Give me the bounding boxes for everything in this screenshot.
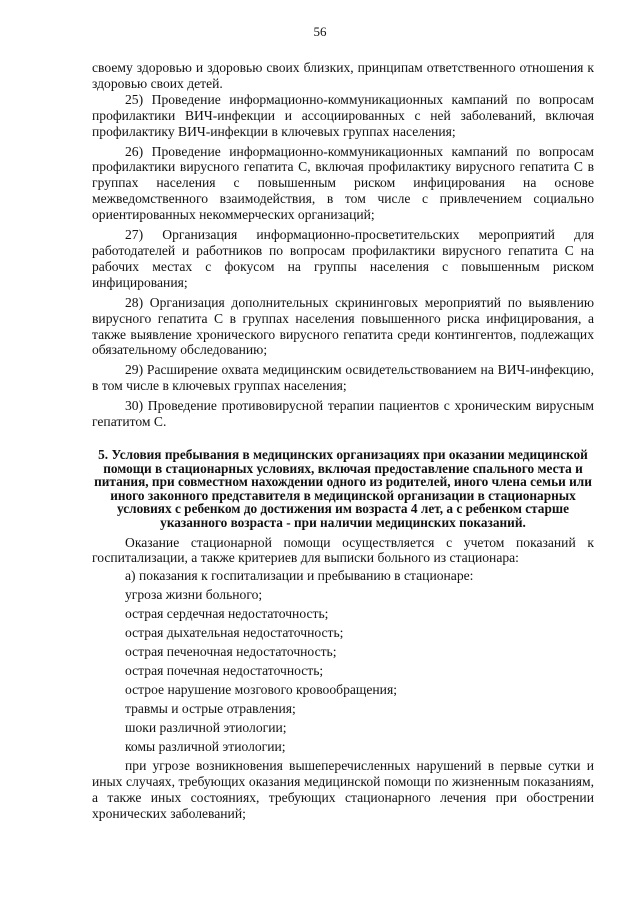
document-body — [92, 60, 594, 822]
list-title: а) показания к госпитализации и пребыванию в стационаре: — [125, 568, 474, 584]
list-item: угроза жизни больного; — [125, 587, 263, 603]
paragraph-item-30: 30) Проведение противовирусной терапии пациентов с хроническим вирусным гепатитом С. — [92, 398, 594, 430]
list-item: острая почечная недостаточность; — [125, 663, 324, 679]
closing-paragraph: при угрозе возникновения вышеперечисленных нарушений в первые сутки и иных случаях, требующих оказания медицинской помощи по жизненным показаниям, а также иных состояниях, требующих стационарного лечения при обострении хронических заболеваний; — [92, 758, 594, 822]
list-item: шоки различной этиологии; — [125, 720, 287, 736]
paragraph-item-26: 26) Проведение информационно-коммуникационных кампаний по вопросам профилактики вирусного гепатита С, включая профилактику вирусного гепатита С в группах населения с повышенным риском инфицирования на основе межведомственного взаимодействия, в том числе с привлечением социально ориентированных некоммерческих организаций; — [92, 143, 594, 223]
paragraph-item-25: 25) Проведение информационно-коммуникационных кампаний по вопросам профилактики ВИЧ-инфекции и ассоциированных с ней заболеваний, включая профилактику ВИЧ-инфекции в ключевых группах населения; — [92, 91, 594, 139]
indications-list — [92, 585, 594, 756]
list-item: острая печеночная недостаточность; — [125, 644, 337, 660]
section-heading: 5. Условия пребывания в медицинских организациях при оказании медицинской помощи в стационарных условиях, включая предоставление спального места и питания, при совместном нахождении одного из родителей, иного члена семьи или иного законного представителя в медицинской организации в стационарных условиях с ребенком до достижения им возраста 4 лет, а с ребенком старше указанного возраста - при наличии медицинских показаний. — [94, 446, 592, 530]
intro-paragraph: Оказание стационарной помощи осуществляется с учетом показаний к госпитализации, а также критериев для выписки больного из стационара: — [92, 534, 594, 566]
list-item: острая сердечная недостаточность; — [125, 606, 329, 622]
list-item: острое нарушение мозгового кровообращения; — [125, 682, 397, 698]
paragraph-continuation: своему здоровью и здоровью своих близких, принципам ответственного отношения к здоровью своих детей. — [92, 60, 594, 91]
paragraph-item-27: 27) Организация информационно-просветительских мероприятий для работодателей и работников по вопросам профилактики вирусного гепатита С на рабочих местах с фокусом на группы населения с повышенным риском инфицирования; — [92, 227, 594, 290]
list-item: травмы и острые отравления; — [125, 701, 296, 717]
page-number: 56 — [313, 24, 327, 39]
list-item: комы различной этиологии; — [125, 739, 286, 755]
paragraph-item-29: 29) Расширение охвата медицинским освидетельствованием на ВИЧ-инфекцию, в том числе в ключевых группах населения; — [92, 362, 594, 394]
paragraph-item-28: 28) Организация дополнительных скрининговых мероприятий по выявлению вирусного гепатита С в группах населения повышенного риска инфицирования, а также выявление хронического вирусного гепатита среди контингентов, подлежащих обязательному обследованию; — [92, 294, 594, 358]
list-item: острая дыхательная недостаточность; — [125, 625, 344, 641]
